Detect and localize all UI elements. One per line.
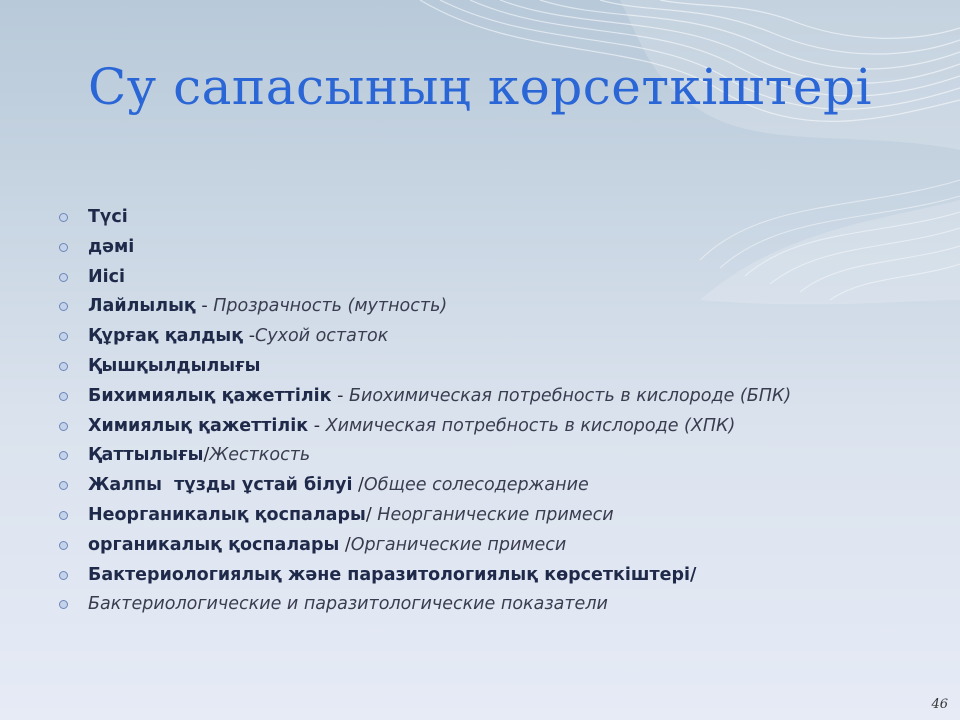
- list-item: [58, 292, 888, 322]
- bullet-icon: [59, 451, 68, 460]
- page-number: 46: [931, 697, 948, 712]
- list-item: [58, 263, 888, 293]
- bullet-icon: [59, 213, 68, 222]
- item-kz: Бактериологиялық және паразитологиялық көрсеткіштері/: [88, 564, 697, 585]
- item-kz: Лайлылық: [88, 296, 196, 317]
- item-kz: Қаттылығы: [88, 445, 204, 466]
- item-ru: Химическая потребность в кислороде (ХПК): [325, 415, 736, 436]
- item-kz: Түсі: [88, 207, 128, 227]
- item-ru: Сухой остаток: [255, 326, 389, 347]
- item-kz: органикалық қоспалары: [88, 534, 340, 555]
- bullet-icon: [59, 571, 68, 580]
- item-separator: /: [352, 475, 364, 496]
- list-item: [58, 531, 888, 561]
- bullet-icon: [59, 243, 68, 252]
- bullet-icon: [59, 541, 68, 550]
- item-kz: Иісі: [88, 266, 126, 287]
- bullet-icon: [59, 422, 68, 431]
- item-kz: Құрғақ қалдық: [88, 326, 244, 347]
- bullet-icon: [59, 481, 68, 490]
- slide-title: Су сапасының көрсеткіштері: [88, 58, 872, 116]
- bullet-icon: [59, 273, 68, 282]
- item-separator: /: [365, 504, 378, 525]
- list-item: [58, 471, 888, 501]
- item-separator: -: [195, 296, 214, 317]
- list-item: [58, 441, 888, 471]
- list-item: [58, 203, 888, 233]
- item-separator: -: [308, 415, 326, 436]
- bullet-icon: [59, 362, 68, 371]
- item-separator: -: [243, 326, 256, 347]
- bullet-icon: [59, 332, 68, 341]
- item-ru: Биохимическая потребность в кислороде (БПК): [348, 385, 792, 406]
- item-ru: Общее солесодержание: [363, 475, 589, 496]
- bullet-icon: [59, 511, 68, 520]
- bullet-icon: [59, 302, 68, 311]
- list-item: [58, 352, 888, 382]
- item-kz: Бихимиялық қажеттілік: [88, 385, 332, 406]
- item-ru: Бактериологические и паразитологические показатели: [88, 594, 608, 615]
- item-ru: Органические примеси: [350, 534, 567, 555]
- item-ru: Прозрачность (мутность): [213, 296, 448, 317]
- item-ru: Жесткость: [209, 445, 311, 466]
- item-kz: Неорганикалық қоспалары: [88, 504, 366, 525]
- indicator-list: [58, 203, 888, 620]
- item-separator: -: [331, 385, 349, 406]
- list-item: [58, 561, 888, 591]
- item-kz: дәмі: [88, 236, 135, 257]
- item-kz: Қышқылдылығы: [88, 355, 261, 376]
- bullet-icon: [59, 600, 68, 609]
- item-separator: /: [203, 445, 210, 466]
- item-ru: Неорганические примеси: [377, 504, 614, 525]
- list-item: [58, 233, 888, 263]
- list-item: [58, 382, 888, 412]
- item-kz: Химиялық қажеттілік: [88, 415, 309, 436]
- list-item: [58, 322, 888, 352]
- item-kz: Жалпы тұзды ұстай білуі: [88, 475, 353, 496]
- list-item: [58, 412, 888, 442]
- bullet-icon: [59, 392, 68, 401]
- list-item: [58, 501, 888, 531]
- list-item: [58, 590, 888, 620]
- item-separator: /: [339, 534, 351, 555]
